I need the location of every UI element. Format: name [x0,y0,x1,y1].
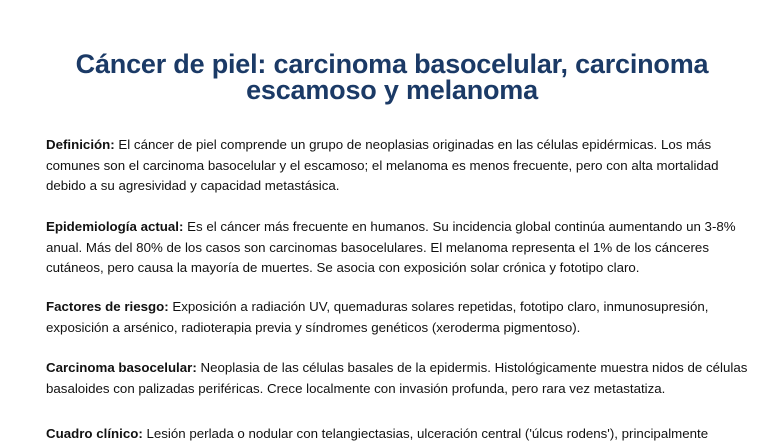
section-text: Neoplasia de las células basales de la epidermis. Histológicamente muestra nidos de células basaloides con palizadas periféricas. Crece localmente con invasión profunda, pero rara vez metastatiza. [46,360,748,396]
section-carcinoma-basocelular [46,358,758,399]
section-text: El cáncer de piel comprende un grupo de neoplasias originadas en las células epidérmicas. Los más comunes son el carcinoma basocelular y el escamoso; el melanoma es menos frecuente, pero con alta mortalidad debido a su agresividad y capacidad metastásica. [46,137,719,193]
page-title-line-2: escamoso y melanoma [246,75,538,105]
section-label: Cuadro clínico: [46,426,143,441]
section-label: Carcinoma basocelular: [46,360,197,375]
section-text: Exposición a radiación UV, quemaduras solares repetidas, fototipo claro, inmunosupresión, exposición a arsénico, radioterapia previa y síndromes genéticos (xeroderma pigmentoso). [46,299,709,335]
section-factores-de-riesgo [46,297,758,338]
section-label: Epidemiología actual: [46,219,184,234]
section-cuadro-clinico [46,424,758,441]
page-title-line-1: Cáncer de piel: carcinoma basocelular, carcinoma [75,49,709,79]
section-label: Factores de riesgo: [46,299,169,314]
section-epidemiologia [46,217,758,279]
section-definicion [46,135,758,197]
section-text: Lesión perlada o nodular con telangiectasias, ulceración central ('úlcus rodens'), principalmente [142,426,709,441]
page-title [40,51,744,103]
section-label: Definición: [46,137,115,152]
section-text: Es el cáncer más frecuente en humanos. Su incidencia global continúa aumentando un 3-8% anual. Más del 80% de los casos son carcinomas basocelulares. El melanoma representa el 1% de los cánceres cutáneos, pero causa la mayoría de muertes. Se asocia con exposición solar crónica y fototipo claro. [46,219,736,275]
